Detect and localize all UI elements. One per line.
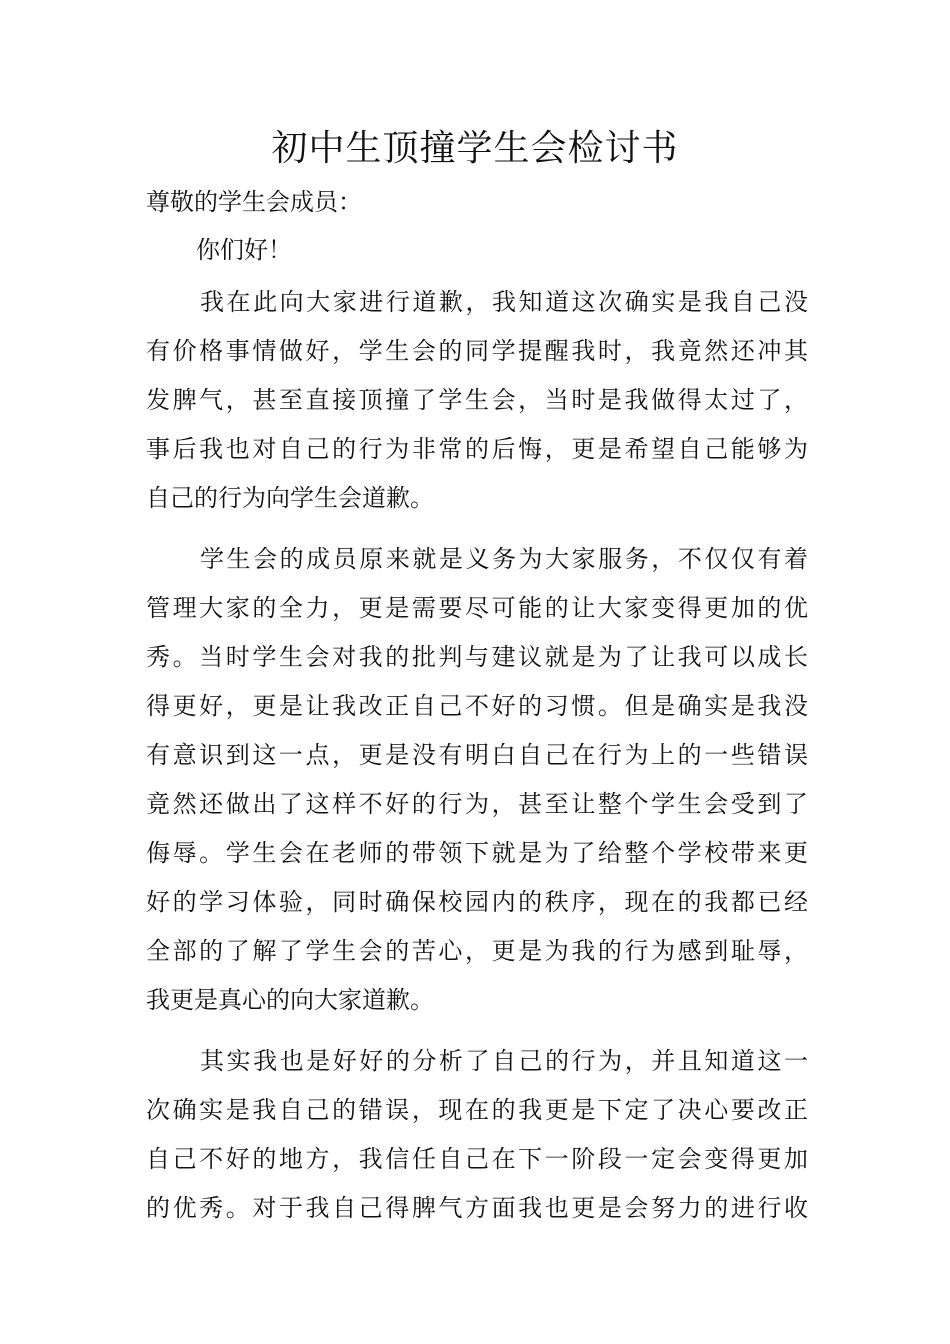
text-line: 的优秀。对于我自己得脾气方面我也更是会努力的进行收 xyxy=(146,1194,808,1222)
text-line: 侮辱。学生会在老师的带领下就是为了给整个学校带来更 xyxy=(146,839,808,867)
text-line: 学生会的成员原来就是义务为大家服务，不仅仅有着 xyxy=(200,545,808,573)
text-line: 我更是真心的向大家道歉。 xyxy=(146,986,434,1014)
text-line: 次确实是我自己的错误，现在的我更是下定了决心要改正 xyxy=(146,1096,808,1124)
text-line: 管理大家的全力，更是需要尽可能的让大家变得更加的优 xyxy=(146,594,808,622)
text-line: 有意识到这一点，更是没有明白自己在行为上的一些错误 xyxy=(146,741,808,769)
text-line: 得更好，更是让我改正自己不好的习惯。但是确实是我没 xyxy=(146,692,808,720)
text-line: 我在此向大家进行道歉，我知道这次确实是我自己没 xyxy=(200,288,808,316)
text-line: 秀。当时学生会对我的批判与建议就是为了让我可以成长 xyxy=(146,643,808,671)
document-body xyxy=(146,278,808,1245)
paragraph-3 xyxy=(146,1037,808,1233)
text-line: 自己的行为向学生会道歉。 xyxy=(146,484,434,512)
paragraph-1 xyxy=(146,278,808,523)
text-line: 全部的了解了学生会的苦心，更是为我的行为感到耻辱， xyxy=(146,937,808,965)
text-line: 竟然还做出了这样不好的行为，甚至让整个学生会受到了 xyxy=(146,790,808,818)
text-line: 好的学习体验，同时确保校园内的秩序，现在的我都已经 xyxy=(146,888,808,916)
greeting: 你们好！ xyxy=(196,236,292,264)
document-title: 初中生顶撞学生会检讨书 xyxy=(271,128,679,169)
paragraph-2 xyxy=(146,535,808,1025)
text-line: 有价格事情做好，学生会的同学提醒我时，我竟然还冲其 xyxy=(146,337,808,365)
text-line: 其实我也是好好的分析了自己的行为，并且知道这一 xyxy=(200,1047,808,1075)
text-line: 事后我也对自己的行为非常的后悔，更是希望自己能够为 xyxy=(146,435,808,463)
salutation: 尊敬的学生会成员： xyxy=(146,188,362,216)
text-line: 自己不好的地方，我信任自己在下一阶段一定会变得更加 xyxy=(146,1145,808,1173)
text-line: 发脾气，甚至直接顶撞了学生会，当时是我做得太过了， xyxy=(146,386,808,414)
